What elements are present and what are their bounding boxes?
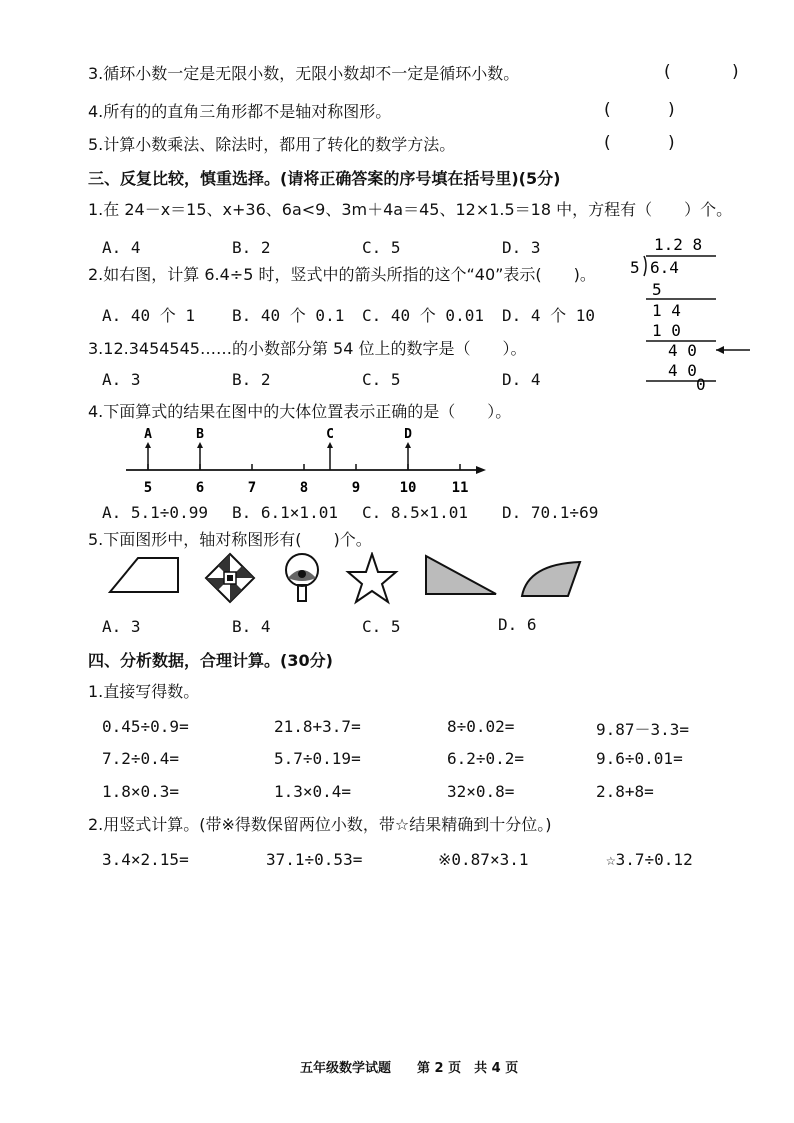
answer-paren-close: ) <box>668 133 675 153</box>
trapezoid-icon <box>110 558 178 592</box>
marker-label: C <box>326 427 334 442</box>
oral-calc-item: 2.8+8= <box>596 782 654 801</box>
vertical-calc-item: ※0.87×3.1 <box>438 850 529 869</box>
marker-label: D <box>404 427 412 442</box>
paddle-icon <box>286 554 318 601</box>
option-a: A. 3 <box>102 617 141 636</box>
oral-calc-item: 1.3×0.4= <box>274 782 352 801</box>
section-4-title: 四、分析数据，合理计算。(30分) <box>88 651 333 670</box>
oral-calc-item: 7.2÷0.4= <box>102 749 180 768</box>
oral-calc-item: 32×0.8= <box>447 782 515 801</box>
judge-question-4: 4.所有的的直角三角形都不是轴对称图形。 <box>88 102 392 121</box>
division-row: 1 4 <box>652 301 681 320</box>
pinwheel-icon <box>206 554 254 602</box>
vertical-calc-item: 3.4×2.15= <box>102 850 189 869</box>
marker-arrow-icon <box>405 442 411 448</box>
marker-arrow-icon <box>197 442 203 448</box>
vertical-calc-item: ☆3.7÷0.12 <box>606 850 693 869</box>
sector-icon <box>518 556 588 606</box>
marker-label: B <box>196 427 204 442</box>
answer-paren-open: ( <box>604 100 611 120</box>
option-a: A. 4 <box>102 238 141 257</box>
option-c: C. 5 <box>362 370 401 389</box>
answer-paren-close: ) <box>668 100 675 120</box>
oral-calc-item: 8÷0.02= <box>447 717 515 736</box>
choice-question-1: 1.在 24－x＝15、x+36、6a<9、3m＋4a＝45、12×1.5＝18 中，方程有（ ）个。 <box>88 200 733 219</box>
option-c: C. 40 个 0.01 <box>362 306 484 325</box>
option-b: B. 40 个 0.1 <box>232 306 345 325</box>
oral-calc-item: 21.8+3.7= <box>274 717 361 736</box>
answer-paren-open: ( <box>664 62 671 82</box>
option-c: C. 8.5×1.01 <box>362 503 468 522</box>
option-c: C. 5 <box>362 238 401 257</box>
division-quotient: 1.2 8 <box>654 235 703 254</box>
division-dividend: 6.4 <box>650 258 679 277</box>
division-row: 1 0 <box>652 321 681 340</box>
option-b: B. 2 <box>232 238 271 257</box>
division-row-highlight: 4 0 <box>668 341 697 360</box>
judge-question-3: 3.循环小数一定是无限小数，无限小数却不一定是循环小数。 <box>88 64 520 83</box>
division-divisor: 5 <box>630 258 640 277</box>
option-b: B. 2 <box>232 370 271 389</box>
answer-paren-close: ) <box>732 62 739 82</box>
option-a: A. 5.1÷0.99 <box>102 503 208 522</box>
marker-label: A <box>144 427 152 442</box>
division-remainder: 0 <box>696 375 706 392</box>
answer-paren-open: ( <box>604 133 611 153</box>
tick-label: 9 <box>351 480 361 496</box>
option-b: B. 4 <box>232 617 271 636</box>
oral-calc-title: 1.直接写得数。 <box>88 682 200 701</box>
division-row: 4 0 <box>668 361 697 380</box>
option-b: B. 6.1×1.01 <box>232 503 338 522</box>
page-footer: 五年级数学试题 第 2 页 共 4 页 <box>300 1061 519 1076</box>
marker-arrow-icon <box>327 442 333 448</box>
tick-label: 11 <box>451 480 469 496</box>
option-d: D. 70.1÷69 <box>502 503 599 522</box>
star-icon <box>348 554 396 602</box>
option-d: D. 3 <box>502 238 541 257</box>
tick-label: 10 <box>399 480 417 496</box>
oral-calc-item: 6.2÷0.2= <box>447 749 525 768</box>
number-line <box>118 426 498 496</box>
tick-label: 8 <box>299 480 309 496</box>
long-division-figure <box>618 232 758 392</box>
oral-calc-item: 9.87－3.3= <box>596 720 690 739</box>
choice-question-5: 5.下面图形中，轴对称图形有( )个。 <box>88 530 372 549</box>
option-d: D. 4 个 10 <box>502 306 596 325</box>
axis-arrow-icon <box>476 466 486 474</box>
marker-arrow-icon <box>145 442 151 448</box>
tick-label: 6 <box>195 480 205 496</box>
option-c: C. 5 <box>362 617 401 636</box>
vertical-calc-title: 2.用竖式计算。(带※得数保留两位小数，带☆结果精确到十分位。) <box>88 815 552 834</box>
vertical-calc-item: 37.1÷0.53= <box>266 850 363 869</box>
oral-calc-item: 0.45÷0.9= <box>102 717 189 736</box>
tick-label: 5 <box>143 480 153 496</box>
choice-question-2: 2.如右图，计算 6.4÷5 时，竖式中的箭头所指的这个“40”表示( )。 <box>88 265 596 284</box>
judge-question-5: 5.计算小数乘法、除法时，都用了转化的数学方法。 <box>88 135 456 154</box>
oral-calc-item: 1.8×0.3= <box>102 782 180 801</box>
tick-label: 7 <box>247 480 257 496</box>
option-d: D. 4 <box>502 370 541 389</box>
shapes-row <box>106 552 506 612</box>
option-a: A. 40 个 1 <box>102 306 196 325</box>
choice-question-3: 3.12.3454545……的小数部分第 54 位上的数字是（ ）。 <box>88 339 527 358</box>
section-3-title: 三、反复比较，慎重选择。(请将正确答案的序号填在括号里)(5分) <box>88 169 561 188</box>
division-row: 5 <box>652 280 662 299</box>
triangle-icon <box>426 556 496 594</box>
option-d: D. 6 <box>498 615 537 634</box>
oral-calc-item: 5.7÷0.19= <box>274 749 361 768</box>
oral-calc-item: 9.6÷0.01= <box>596 749 683 768</box>
choice-question-4: 4.下面算式的结果在图中的大体位置表示正确的是（ ）。 <box>88 402 512 421</box>
option-a: A. 3 <box>102 370 141 389</box>
